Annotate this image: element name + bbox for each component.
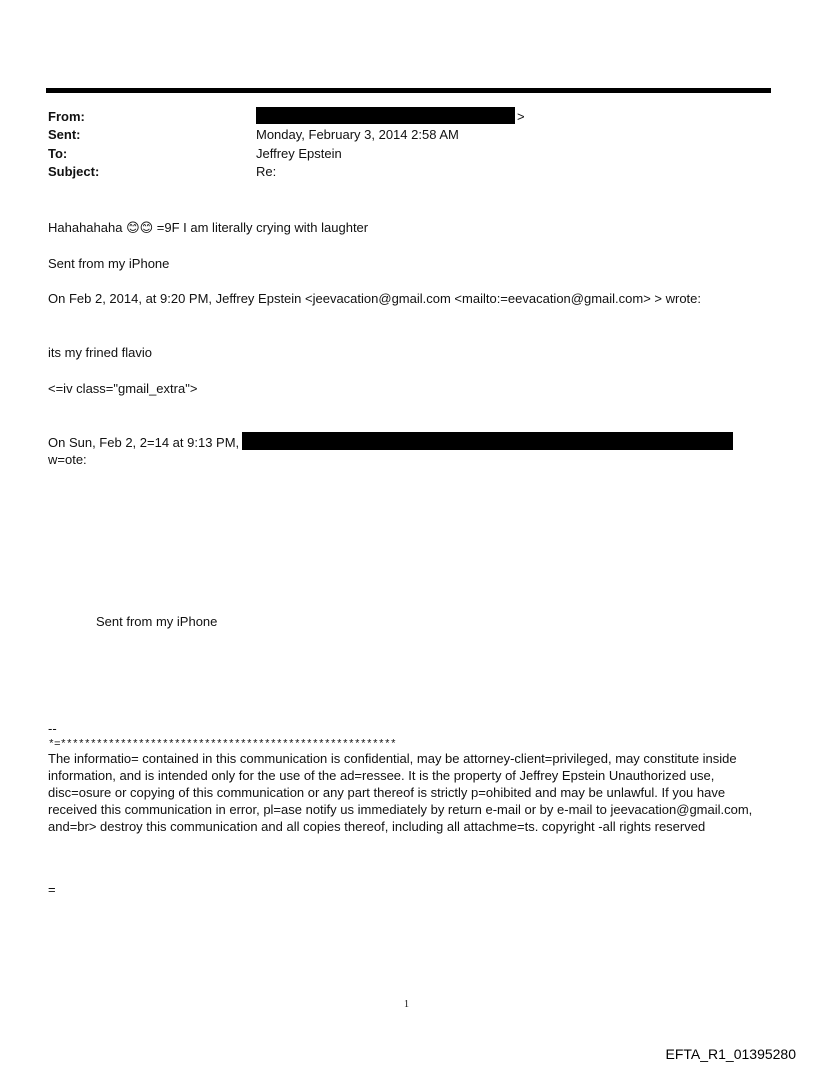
from-suffix: > xyxy=(517,109,525,124)
bates-number: EFTA_R1_01395280 xyxy=(665,1046,796,1062)
subject-value: Re: xyxy=(256,164,277,179)
sent-value: Monday, February 3, 2014 2:58 AM xyxy=(256,127,459,142)
html-fragment: <=iv class="gmail_extra"> xyxy=(48,381,198,396)
reply-line: Hahahahaha 😊😊 =9F I am literally crying with laughter xyxy=(48,220,369,235)
redacted-inner-sender xyxy=(242,432,733,450)
header-rule xyxy=(46,88,771,93)
quote-header: On Feb 2, 2014, at 9:20 PM, Jeffrey Epstein <jeevacation@gmail.com <mailto:=eevacation@gmail.com> > wrote: xyxy=(48,291,702,306)
quote-line: its my frined flavio xyxy=(48,345,153,360)
to-label: To: xyxy=(48,146,68,161)
subject-label: Subject: xyxy=(48,164,100,179)
redacted-sender xyxy=(256,107,515,124)
sent-from-iphone: Sent from my iPhone xyxy=(48,256,170,271)
to-value: Jeffrey Epstein xyxy=(256,146,342,161)
from-label: From: xyxy=(48,109,85,124)
inner-quote-wrote: w=ote: xyxy=(48,452,87,467)
trailing-equals: = xyxy=(48,882,56,897)
inner-quote-header: On Sun, Feb 2, 2=14 at 9:13 PM, xyxy=(48,435,240,450)
signature-stars: *=******************************************************** xyxy=(48,739,397,751)
page-number: 1 xyxy=(404,999,409,1010)
sent-label: Sent: xyxy=(48,127,81,142)
signature-dashes: -- xyxy=(48,721,57,736)
confidentiality-disclaimer: The informatio= contained in this communication is confidential, may be attorney-client=privileged, may constitute inside information, and is intended only for the use of the ad=ressee. It is the property of Jeffrey Epstein Unauthorized use, disc=osure or copying of this communication or any part thereof is strictly p=ohibited and may be unlawful. If you have received this communication in error, pl=ase notify us immediately by return e-mail or by e-mail to jeevacation@gmail.com, and=br> destroy this communication and all copies thereof, including all attachme=ts. copyright -all rights reserved xyxy=(48,751,753,834)
sent-from-iphone-inner: Sent from my iPhone xyxy=(96,614,218,629)
